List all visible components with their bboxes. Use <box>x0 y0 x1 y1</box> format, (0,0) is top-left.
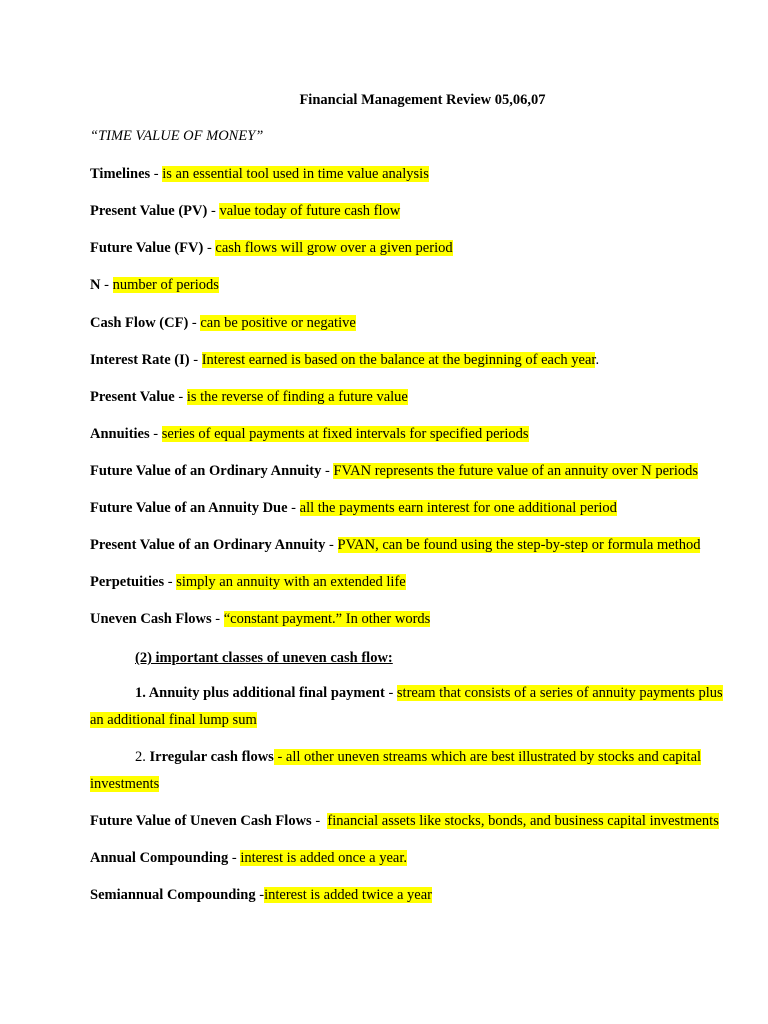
entry-fv-uneven-cash-flows <box>90 813 719 830</box>
entry-term: Cash Flow (CF) <box>90 315 189 331</box>
entry-separator: - <box>207 203 220 219</box>
entry-separator: - <box>164 574 177 590</box>
entry-separator: - <box>189 352 202 368</box>
class-2-line-1 <box>135 749 701 766</box>
entry-term: Interest Rate (I) <box>90 352 190 368</box>
entry-definition: interest is added twice a year <box>264 887 432 903</box>
entry-term: Present Value of an Ordinary Annuity <box>90 537 326 553</box>
entry-uneven-cash-flows <box>90 611 430 628</box>
entry-definition: value today of future cash flow <box>219 203 401 219</box>
class-1-line-1 <box>135 685 723 702</box>
entry-term: Annuities <box>90 426 150 442</box>
entry-fv-annuity-due <box>90 500 617 517</box>
document-title: Financial Management Review 05,06,07 <box>299 92 546 108</box>
entry-term: N <box>90 277 101 293</box>
entry-annuities <box>90 426 529 443</box>
entry-definition: simply an annuity with an extended life <box>176 574 406 590</box>
entry-term: Future Value of an Annuity Due <box>90 500 288 516</box>
classes-heading <box>135 650 393 667</box>
entry-definition: financial assets like stocks, bonds, and business capital investments <box>327 813 719 829</box>
entry-definition: “constant payment.” In other words <box>223 611 431 627</box>
entry-term: Present Value (PV) <box>90 203 208 219</box>
class-1-definition: stream that consists of a series of annuity payments plus <box>396 685 723 701</box>
entry-semiannual-compounding <box>90 887 432 904</box>
entry-definition: is the reverse of finding a future value <box>186 389 408 405</box>
entry-definition: series of equal payments at fixed intervals for specified periods <box>161 426 529 442</box>
entry-separator: - <box>321 463 334 479</box>
entry-definition: number of periods <box>112 277 219 293</box>
entry-separator: - <box>311 813 328 829</box>
entry-present-value-pv <box>90 203 400 220</box>
entry-definition: cash flows will grow over a given period <box>215 240 453 256</box>
entry-term: Uneven Cash Flows <box>90 611 212 627</box>
class-2-number: 2. <box>135 749 150 765</box>
entry-term: Semiannual Compounding <box>90 887 256 903</box>
entry-definition: PVAN, can be found using the step-by-step or formula method <box>337 537 701 553</box>
entry-term: Future Value (FV) <box>90 240 204 256</box>
entry-separator: - <box>174 389 187 405</box>
section-subtitle: “TIME VALUE OF MONEY” <box>90 128 264 144</box>
entry-definition: FVAN represents the future value of an annuity over N periods <box>333 463 699 479</box>
entry-interest-rate <box>90 352 599 369</box>
entry-future-value-fv <box>90 240 453 257</box>
entry-tail: . <box>595 352 600 368</box>
entry-present-value <box>90 389 408 406</box>
entry-definition: interest is added once a year. <box>240 850 407 866</box>
class-1-separator: - <box>384 685 397 701</box>
entry-term: Present Value <box>90 389 175 405</box>
entry-separator: - <box>211 611 224 627</box>
entry-definition: is an essential tool used in time value analysis <box>162 166 429 182</box>
entry-perpetuities <box>90 574 406 591</box>
class-1-term: 1. Annuity plus additional final payment <box>135 685 385 701</box>
class-2-term: Irregular cash flows <box>149 749 274 765</box>
entry-annual-compounding <box>90 850 407 867</box>
classes-heading-text: (2) important classes of uneven cash flow: <box>135 650 393 666</box>
entry-term: Future Value of Uneven Cash Flows <box>90 813 312 829</box>
entry-fv-ordinary-annuity <box>90 463 698 480</box>
entry-definition: can be positive or negative <box>200 315 356 331</box>
class-2-line-2 <box>90 776 159 793</box>
entry-pv-ordinary-annuity <box>90 537 700 554</box>
class-2-definition: - all other uneven streams which are best illustrated by stocks and capital <box>273 749 702 765</box>
entry-definition: all the payments earn interest for one additional period <box>299 500 617 516</box>
entry-separator: - <box>255 887 265 903</box>
entry-term: Timelines <box>90 166 151 182</box>
entry-definition: Interest earned is based on the balance at the beginning of each year <box>201 352 596 368</box>
entry-separator: - <box>188 315 201 331</box>
entry-separator: - <box>150 166 163 182</box>
class-1-definition-cont: an additional final lump sum <box>90 712 257 728</box>
entry-separator: - <box>203 240 216 256</box>
entry-separator: - <box>149 426 162 442</box>
entry-cash-flow <box>90 315 356 332</box>
class-2-definition-cont: investments <box>90 776 160 792</box>
entry-separator: - <box>325 537 338 553</box>
entry-term: Future Value of an Ordinary Annuity <box>90 463 322 479</box>
entry-timelines <box>90 166 429 183</box>
entry-separator: - <box>228 850 241 866</box>
entry-separator: - <box>100 277 113 293</box>
entry-term: Annual Compounding <box>90 850 229 866</box>
class-1-line-2 <box>90 712 257 729</box>
entry-n <box>90 277 219 294</box>
entry-separator: - <box>287 500 300 516</box>
entry-term: Perpetuities <box>90 574 165 590</box>
